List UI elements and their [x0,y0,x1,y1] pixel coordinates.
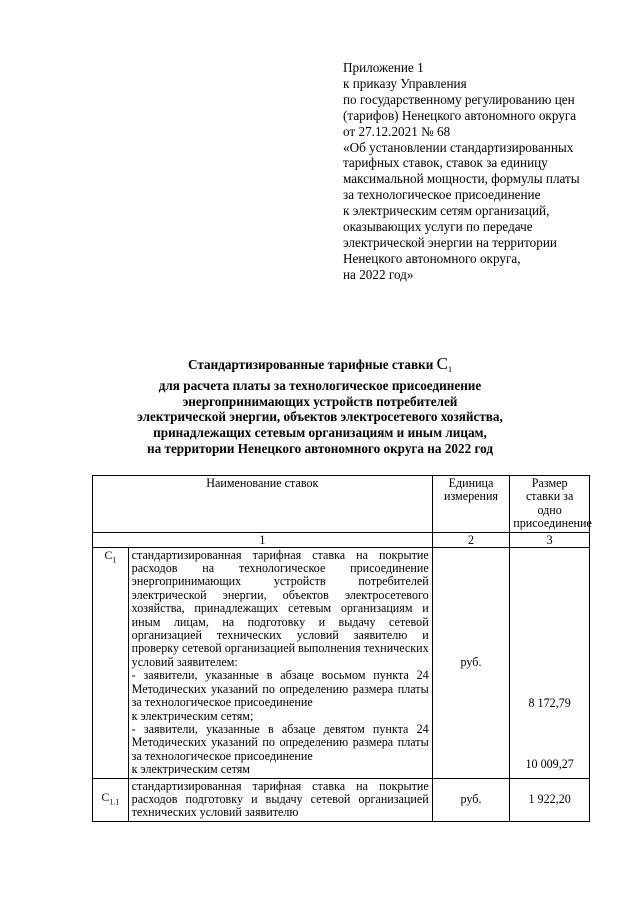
appendix-line: Ненецкого автономного округа, [343,250,521,266]
appendix-line: к приказу Управления [343,75,467,91]
rate-item-tail: к электрическим сетям [131,762,250,777]
appendix-line: к электрическим сетям организаций, [343,203,550,219]
rate-description [128,547,432,778]
rate-code-sub: 1 [112,555,117,565]
rate-value-cell [510,547,590,778]
table-header-row [93,476,590,533]
column-number: 3 [510,532,590,547]
table-row [93,547,590,778]
title-line: электрической энергии, объектов электросетевого хозяйства, [137,409,503,425]
title-symbol [437,354,452,373]
rate-code [93,778,129,821]
appendix-line: (тарифов) Ненецкого автономного округа [343,107,577,123]
appendix-line: оказывающих услуги по передаче [343,219,533,235]
appendix-line: электрической энергии на территории [343,234,557,250]
rate-item-text: - заявители, указанные в абзаце девятом пункта 24 Методических указаний по определению размера платы за технологическое присоединение [131,721,429,763]
title-line: принадлежащих сетевым организациям и иным лицам, [153,425,487,441]
rate-item-tail: к электрическим сетям; [131,708,254,723]
title-line-1 [0,356,640,378]
rates-table [92,475,590,822]
rate-value: 8 172,79 [528,695,571,710]
rate-value: 1 922,20 [510,778,590,821]
rate-unit: руб. [432,778,510,821]
title-symbol-sub: 1 [447,365,452,374]
title-line: для расчета платы за технологическое присоединение [158,377,482,393]
rate-unit: руб. [432,547,510,778]
column-number: 1 [93,532,433,547]
header-unit: Единица измерения [432,476,510,533]
column-number: 2 [432,532,510,547]
title-line: на территории Ненецкого автономного округа на 2022 год [146,440,494,456]
header-name: Наименование ставок [93,476,433,533]
document-title [0,356,640,457]
appendix-line: по государственному регулированию цен [343,91,575,107]
appendix-line: от 27.12.2021 № 68 [343,123,451,139]
rate-item-text: - заявители, указанные в абзаце восьмом пункта 24 Методических указаний по определению размера платы за технологическое присоединение [131,668,429,710]
column-number-row [93,532,590,547]
appendix-line: на 2022 год» [343,266,414,282]
rate-code [93,547,129,778]
header-rate: Размер ставки за одно присоединение [510,476,590,533]
appendix-line: максимальной мощности, формулы платы [343,171,580,187]
rate-description: стандартизированная тарифная ставка на покрытие расходов подготовку и выдачу сетевой организацией технических условий заявителю [128,778,432,821]
appendix-line: тарифных ставок, ставок за единицу [343,155,548,171]
table-row [93,778,590,821]
appendix-line: «Об установлении стандартизированных [343,139,574,155]
appendix-line: за технологическое присоединение [343,187,541,203]
rate-code-sub: 1.1 [109,797,120,807]
title-text: Стандартизированные тарифные ставки [188,357,434,372]
appendix-line: Приложение 1 [343,60,424,75]
rate-value: 10 009,27 [525,757,574,772]
appendix-header [343,60,605,283]
rate-description-text: стандартизированная тарифная ставка на покрытие расходов на технологическое присоединение энергопринимающих устройств потребителей электрической энергии, объектов электросетевого хозяйства, принадлежащих сетевым организациям и иным лицам, на подготовку и выдачу сетевой организацией технических условий заявителю и проверку сетевой организацией выполнения технических условий заявителем: [131,547,429,669]
rate-code-letter: C [104,547,113,562]
rate-code-letter: C [101,789,110,804]
title-symbol-letter: C [436,354,448,373]
title-line: энергопринимающих устройств потребителей [182,393,458,409]
